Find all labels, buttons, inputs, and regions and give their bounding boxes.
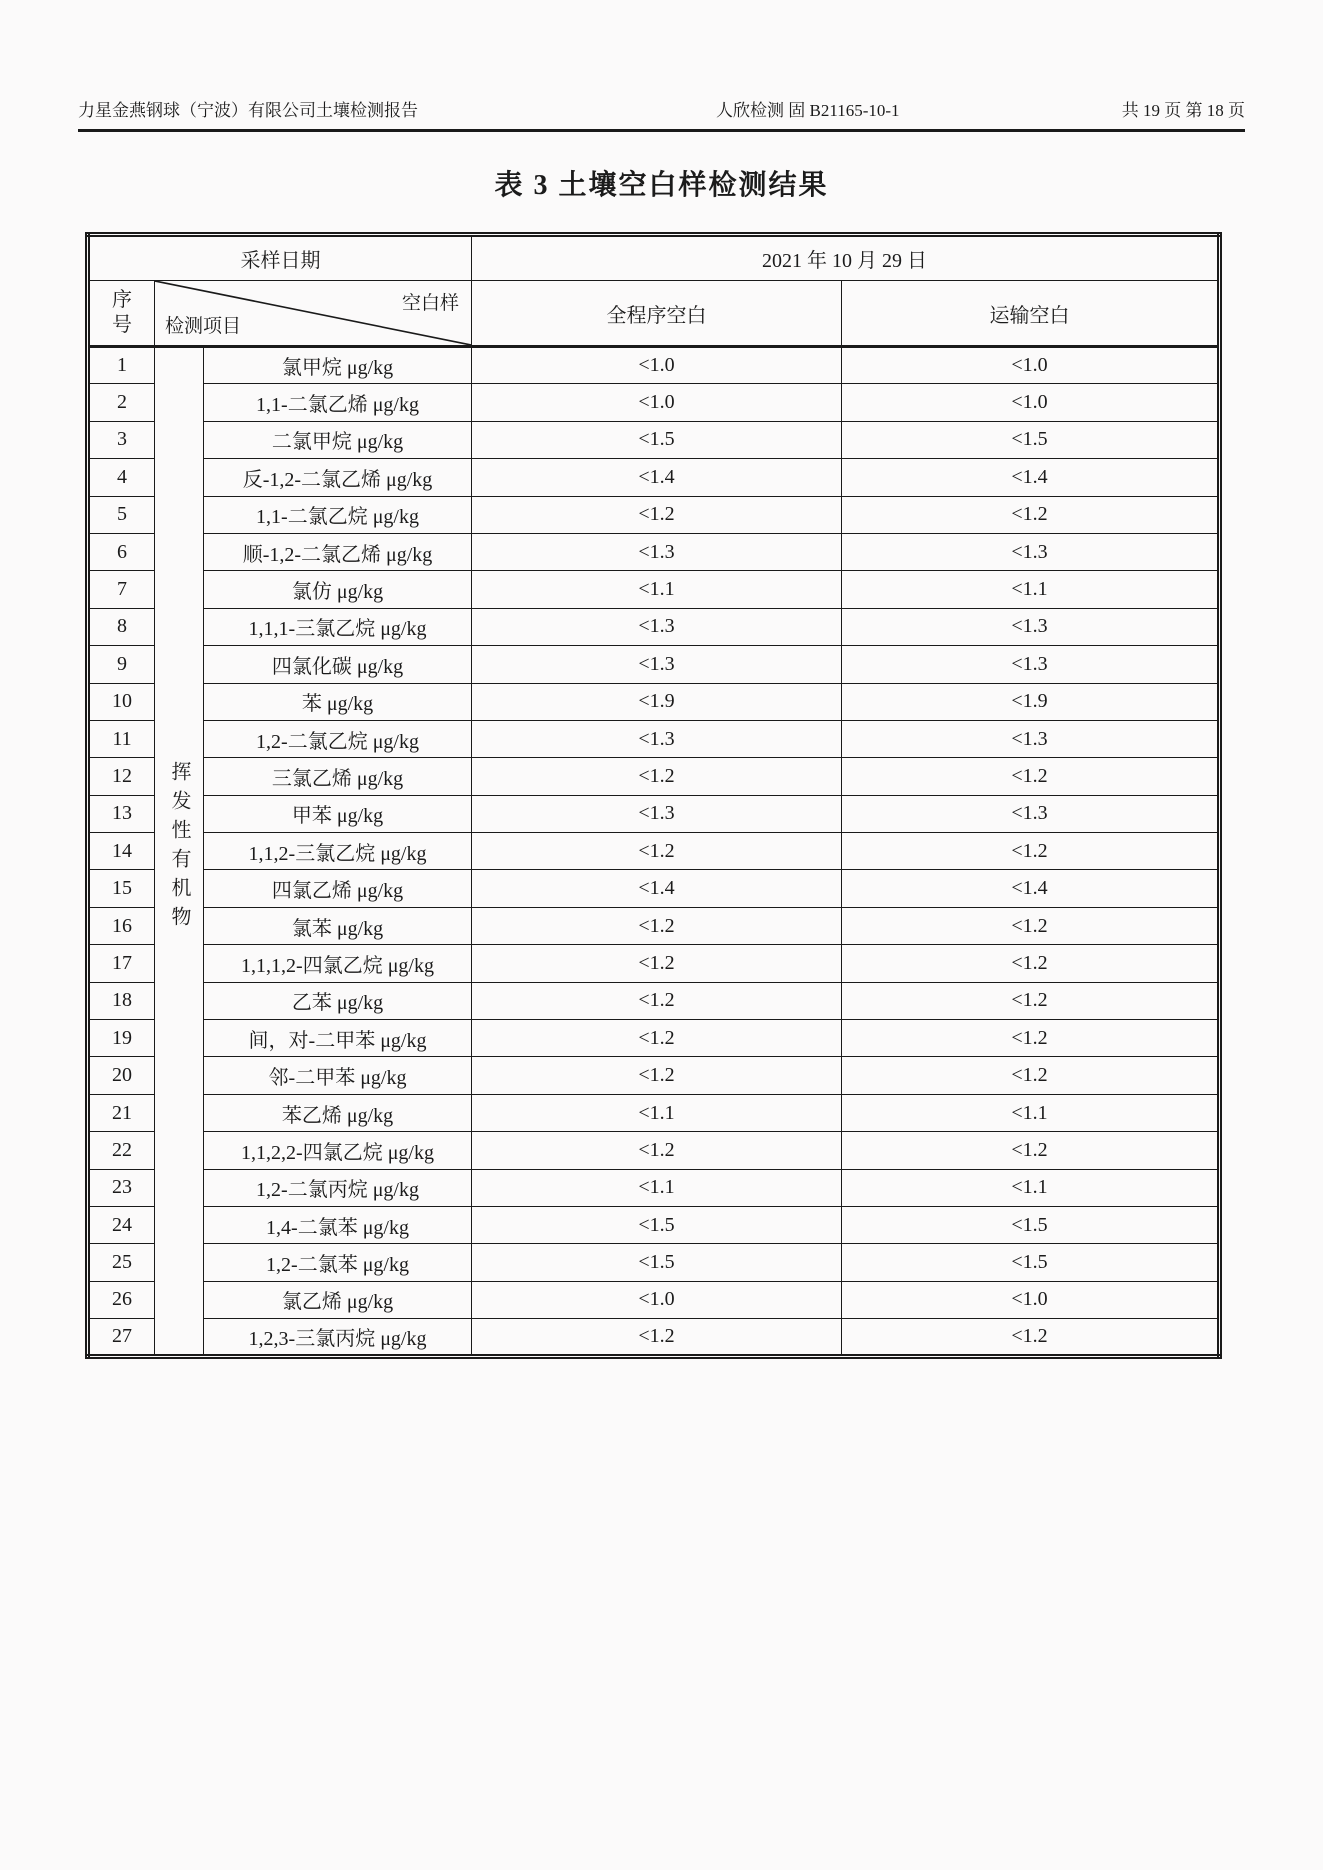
full-blank-value: <1.4 xyxy=(472,870,842,907)
item-name: 四氯乙烯 μg/kg xyxy=(204,870,472,907)
table-row xyxy=(88,795,1220,832)
seq-header xyxy=(88,281,155,347)
row-no: 9 xyxy=(88,646,155,683)
table-row xyxy=(88,1057,1220,1094)
item-name: 氯乙烯 μg/kg xyxy=(204,1281,472,1318)
full-blank-value: <1.3 xyxy=(472,608,842,645)
table-row xyxy=(88,1206,1220,1243)
row-no: 27 xyxy=(88,1319,155,1356)
full-blank-value: <1.0 xyxy=(472,347,842,384)
table-row xyxy=(88,496,1220,533)
item-name: 二氯甲烷 μg/kg xyxy=(204,421,472,458)
transport-blank-value: <1.2 xyxy=(842,496,1220,533)
table-row xyxy=(88,945,1220,982)
transport-blank-value: <1.1 xyxy=(842,571,1220,608)
item-name: 间，对-二甲苯 μg/kg xyxy=(204,1020,472,1057)
transport-blank-value: <1.2 xyxy=(842,982,1220,1019)
full-blank-value: <1.2 xyxy=(472,1319,842,1356)
column-header-row xyxy=(88,281,1220,347)
full-blank-value: <1.3 xyxy=(472,646,842,683)
table-row xyxy=(88,646,1220,683)
full-blank-value: <1.5 xyxy=(472,1206,842,1243)
table-row xyxy=(88,1132,1220,1169)
row-no: 8 xyxy=(88,608,155,645)
transport-blank-value: <1.5 xyxy=(842,1206,1220,1243)
transport-blank-value: <1.2 xyxy=(842,1057,1220,1094)
transport-blank-value: <1.3 xyxy=(842,608,1220,645)
table-row xyxy=(88,720,1220,757)
transport-blank-value: <1.5 xyxy=(842,1244,1220,1281)
transport-blank-value: <1.2 xyxy=(842,945,1220,982)
row-no: 15 xyxy=(88,870,155,907)
item-name: 1,2-二氯丙烷 μg/kg xyxy=(204,1169,472,1206)
row-no: 11 xyxy=(88,720,155,757)
row-no: 26 xyxy=(88,1281,155,1318)
full-blank-value: <1.5 xyxy=(472,1244,842,1281)
item-name: 1,2-二氯苯 μg/kg xyxy=(204,1244,472,1281)
full-blank-value: <1.1 xyxy=(472,1094,842,1131)
analyte-group-cell xyxy=(155,347,204,1357)
item-name: 1,1,1-三氯乙烷 μg/kg xyxy=(204,608,472,645)
table-row xyxy=(88,421,1220,458)
item-name: 1,1-二氯乙烯 μg/kg xyxy=(204,384,472,421)
item-name: 1,4-二氯苯 μg/kg xyxy=(204,1206,472,1243)
item-name: 氯苯 μg/kg xyxy=(204,907,472,944)
blank-sample-results-table xyxy=(85,232,1222,1359)
table-row xyxy=(88,384,1220,421)
row-no: 16 xyxy=(88,907,155,944)
item-name: 1,2,3-三氯丙烷 μg/kg xyxy=(204,1319,472,1356)
seq-header-char-2: 号 xyxy=(112,314,132,336)
table-row xyxy=(88,1020,1220,1057)
transport-blank-value: <1.0 xyxy=(842,384,1220,421)
item-name: 三氯乙烯 μg/kg xyxy=(204,758,472,795)
seq-header-char-1: 序 xyxy=(112,289,132,311)
table-row xyxy=(88,683,1220,720)
diagonal-label-test-item: 检测项目 xyxy=(165,316,242,337)
row-no: 23 xyxy=(88,1169,155,1206)
table-row xyxy=(88,870,1220,907)
table-row xyxy=(88,1094,1220,1131)
transport-blank-value: <1.2 xyxy=(842,907,1220,944)
table-row xyxy=(88,1281,1220,1318)
row-no: 21 xyxy=(88,1094,155,1131)
table-row xyxy=(88,571,1220,608)
table-row xyxy=(88,1244,1220,1281)
transport-blank-value: <1.2 xyxy=(842,833,1220,870)
table-row xyxy=(88,1319,1220,1356)
header-divider xyxy=(78,129,1245,132)
row-no: 7 xyxy=(88,571,155,608)
item-name: 氯甲烷 μg/kg xyxy=(204,347,472,384)
item-name: 1,1,2,2-四氯乙烷 μg/kg xyxy=(204,1132,472,1169)
table-row xyxy=(88,907,1220,944)
sampling-date-row xyxy=(88,235,1220,281)
row-no: 22 xyxy=(88,1132,155,1169)
full-blank-value: <1.1 xyxy=(472,1169,842,1206)
diagonal-label-blank-sample: 空白样 xyxy=(402,293,460,314)
row-no: 14 xyxy=(88,833,155,870)
item-name: 顺-1,2-二氯乙烯 μg/kg xyxy=(204,533,472,570)
table-row xyxy=(88,982,1220,1019)
row-no: 2 xyxy=(88,384,155,421)
item-name: 苯 μg/kg xyxy=(204,683,472,720)
page-header xyxy=(78,96,1245,124)
transport-blank-value: <1.1 xyxy=(842,1169,1220,1206)
table-row xyxy=(88,347,1220,384)
sampling-date-value: 2021 年 10 月 29 日 xyxy=(472,235,1220,281)
row-no: 6 xyxy=(88,533,155,570)
transport-blank-value: <1.5 xyxy=(842,421,1220,458)
col-header-transport-blank: 运输空白 xyxy=(842,281,1220,347)
row-no: 18 xyxy=(88,982,155,1019)
row-no: 17 xyxy=(88,945,155,982)
col-header-full-procedure-blank: 全程序空白 xyxy=(472,281,842,347)
doc-title: 表 3 土壤空白样检测结果 xyxy=(494,170,829,201)
row-no: 1 xyxy=(88,347,155,384)
row-no: 4 xyxy=(88,459,155,496)
full-blank-value: <1.2 xyxy=(472,1132,842,1169)
table-row xyxy=(88,1169,1220,1206)
transport-blank-value: <1.2 xyxy=(842,1020,1220,1057)
full-blank-value: <1.2 xyxy=(472,1020,842,1057)
transport-blank-value: <1.4 xyxy=(842,459,1220,496)
full-blank-value: <1.2 xyxy=(472,982,842,1019)
lab-mark: 人欣检测 固 B21165-10-1 xyxy=(716,101,900,120)
item-name: 苯乙烯 μg/kg xyxy=(204,1094,472,1131)
item-name: 氯仿 μg/kg xyxy=(204,571,472,608)
transport-blank-value: <1.0 xyxy=(842,1281,1220,1318)
row-no: 20 xyxy=(88,1057,155,1094)
diagonal-header-cell xyxy=(155,281,472,347)
row-no: 10 xyxy=(88,683,155,720)
transport-blank-value: <1.9 xyxy=(842,683,1220,720)
row-no: 5 xyxy=(88,496,155,533)
item-name: 1,1-二氯乙烷 μg/kg xyxy=(204,496,472,533)
sampling-date-label: 采样日期 xyxy=(88,235,472,281)
transport-blank-value: <1.3 xyxy=(842,720,1220,757)
transport-blank-value: <1.2 xyxy=(842,1319,1220,1356)
full-blank-value: <1.3 xyxy=(472,795,842,832)
table-row xyxy=(88,533,1220,570)
row-no: 24 xyxy=(88,1206,155,1243)
transport-blank-value: <1.3 xyxy=(842,646,1220,683)
full-blank-value: <1.2 xyxy=(472,907,842,944)
table-row xyxy=(88,833,1220,870)
item-name: 1,2-二氯乙烷 μg/kg xyxy=(204,720,472,757)
row-no: 12 xyxy=(88,758,155,795)
item-name: 1,1,1,2-四氯乙烷 μg/kg xyxy=(204,945,472,982)
full-blank-value: <1.3 xyxy=(472,533,842,570)
full-blank-value: <1.9 xyxy=(472,683,842,720)
table-row xyxy=(88,608,1220,645)
full-blank-value: <1.2 xyxy=(472,945,842,982)
item-name: 四氯化碳 μg/kg xyxy=(204,646,472,683)
transport-blank-value: <1.1 xyxy=(842,1094,1220,1131)
row-no: 19 xyxy=(88,1020,155,1057)
full-blank-value: <1.5 xyxy=(472,421,842,458)
transport-blank-value: <1.3 xyxy=(842,533,1220,570)
transport-blank-value: <1.4 xyxy=(842,870,1220,907)
full-blank-value: <1.0 xyxy=(472,384,842,421)
full-blank-value: <1.3 xyxy=(472,720,842,757)
transport-blank-value: <1.0 xyxy=(842,347,1220,384)
row-no: 25 xyxy=(88,1244,155,1281)
item-name: 1,1,2-三氯乙烷 μg/kg xyxy=(204,833,472,870)
full-blank-value: <1.4 xyxy=(472,459,842,496)
full-blank-value: <1.2 xyxy=(472,833,842,870)
table-row xyxy=(88,758,1220,795)
analyte-group-label: 挥发性有机物 xyxy=(168,760,190,935)
report-title: 力星金燕钢球（宁波）有限公司土壤检测报告 xyxy=(78,101,418,120)
full-blank-value: <1.2 xyxy=(472,496,842,533)
transport-blank-value: <1.2 xyxy=(842,758,1220,795)
transport-blank-value: <1.2 xyxy=(842,1132,1220,1169)
transport-blank-value: <1.3 xyxy=(842,795,1220,832)
row-no: 3 xyxy=(88,421,155,458)
item-name: 乙苯 μg/kg xyxy=(204,982,472,1019)
page-info: 共 19 页 第 18 页 xyxy=(1121,101,1245,120)
table-row xyxy=(88,459,1220,496)
item-name: 甲苯 μg/kg xyxy=(204,795,472,832)
item-name: 反-1,2-二氯乙烯 μg/kg xyxy=(204,459,472,496)
full-blank-value: <1.1 xyxy=(472,571,842,608)
full-blank-value: <1.2 xyxy=(472,1057,842,1094)
full-blank-value: <1.0 xyxy=(472,1281,842,1318)
item-name: 邻-二甲苯 μg/kg xyxy=(204,1057,472,1094)
full-blank-value: <1.2 xyxy=(472,758,842,795)
row-no: 13 xyxy=(88,795,155,832)
